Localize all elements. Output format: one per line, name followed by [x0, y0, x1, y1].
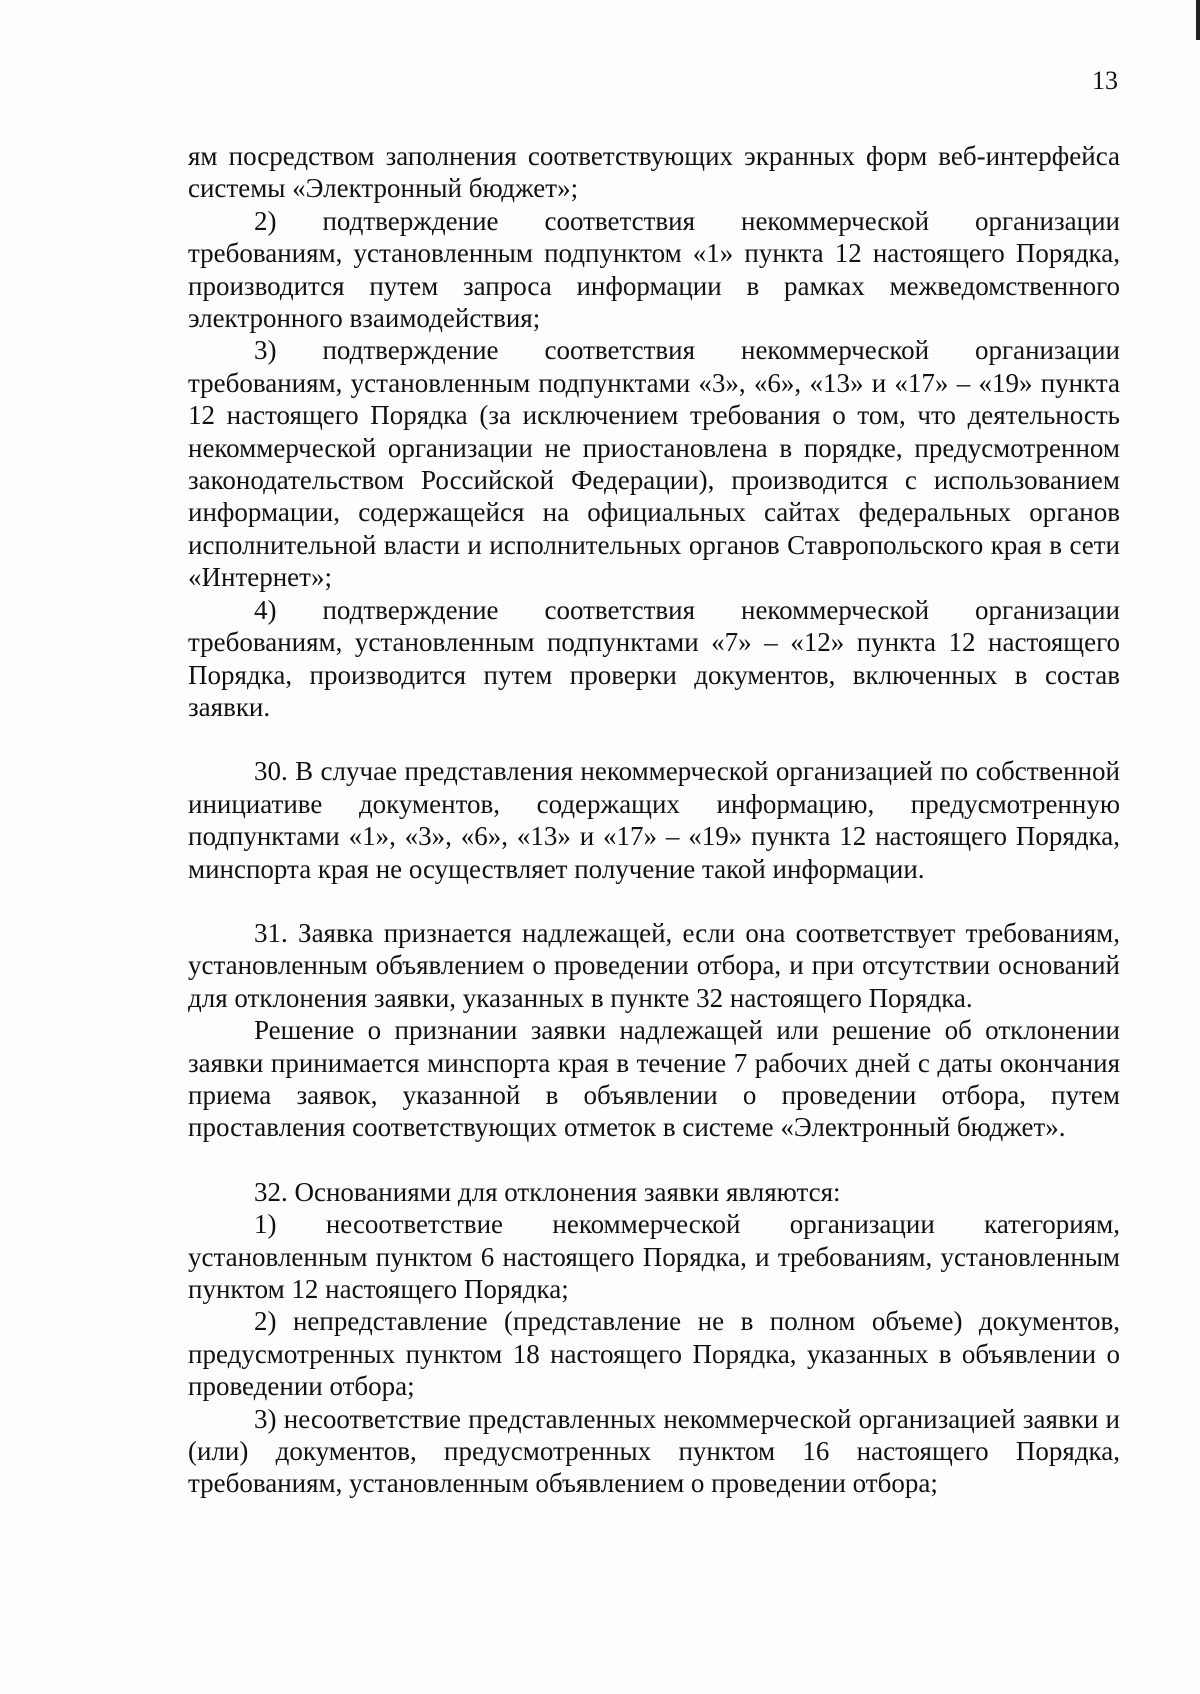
paragraph-clause-32: 32. Основаниями для отклонения заявки являются:: [254, 1176, 841, 1207]
page-number: 13: [1092, 66, 1118, 95]
paragraph-reason-2: 2) непредставление (представление не в полном объеме) документов, предусмотренных пунктом 18 настоящего Порядка, указанных в объявлении о проведении отбора;: [188, 1306, 1120, 1402]
document-body: [188, 140, 1120, 1500]
paragraph-item-3: 3) подтверждение соответствия некоммерческой организации требованиям, установленным подпунктами «3», «6», «13» и «17» – «19» пункта 12 настоящего Порядка (за исключением требования о том, что деятельность некоммерческой организации не приостановлена в порядке, предусмотренном законодательством Российской Федерации), производится с использованием информации, содержащейся на официальных сайтах федеральных органов исполнительной власти и исполнительных органов Ставропольского края в сети «Интернет»;: [188, 335, 1120, 593]
paragraph-clause-31: 31. Заявка признается надлежащей, если она соответствует требованиям, установленным объявлением о проведении отбора, и при отсутствии оснований для отклонения заявки, указанных в пункте 32 настоящего Порядка.: [188, 917, 1120, 1013]
paragraph-item-4: 4) подтверждение соответствия некоммерческой организации требованиям, установленным подпунктами «7» – «12» пункта 12 настоящего Порядка, производится путем проверки документов, включенных в состав заявки.: [188, 594, 1120, 722]
paragraph-reason-1: 1) несоответствие некоммерческой организации категориям, установленным пунктом 6 настоящего Порядка, и требованиям, установленным пунктом 12 настоящего Порядка;: [188, 1209, 1120, 1304]
paragraph-clause-30: 30. В случае представления некоммерческой организацией по собственной инициативе документов, содержащих информацию, предусмотренную подпунктами «1», «3», «6», «13» и «17» – «19» пункта 12 настоящего Порядка, минспорта края не осуществляет получение такой информации.: [188, 756, 1120, 884]
scan-edge-mark: [1196, 0, 1200, 40]
paragraph-continuation: ям посредством заполнения соответствующих экранных форм веб-интерфейса системы «Электронный бюджет»;: [188, 141, 1120, 204]
paragraph-reason-3: 3) несоответствие представленных некоммерческой организацией заявки и (или) документов, предусмотренных пунктом 16 настоящего Порядка, требованиям, установленным объявлением о проведении отбора;: [188, 1403, 1120, 1499]
paragraph-item-2: 2) подтверждение соответствия некоммерческой организации требованиям, установленным подпунктом «1» пункта 12 настоящего Порядка, производится путем запроса информации в рамках межведомственного электронного взаимодействия;: [188, 205, 1120, 334]
paragraph-decision: Решение о признании заявки надлежащей или решение об отклонении заявки принимается минспорта края в течение 7 рабочих дней с даты окончания приема заявок, указанной в объявлении о проведении отбора, путем проставления соответствующих отметок в системе «Электронный бюджет».: [188, 1015, 1120, 1143]
